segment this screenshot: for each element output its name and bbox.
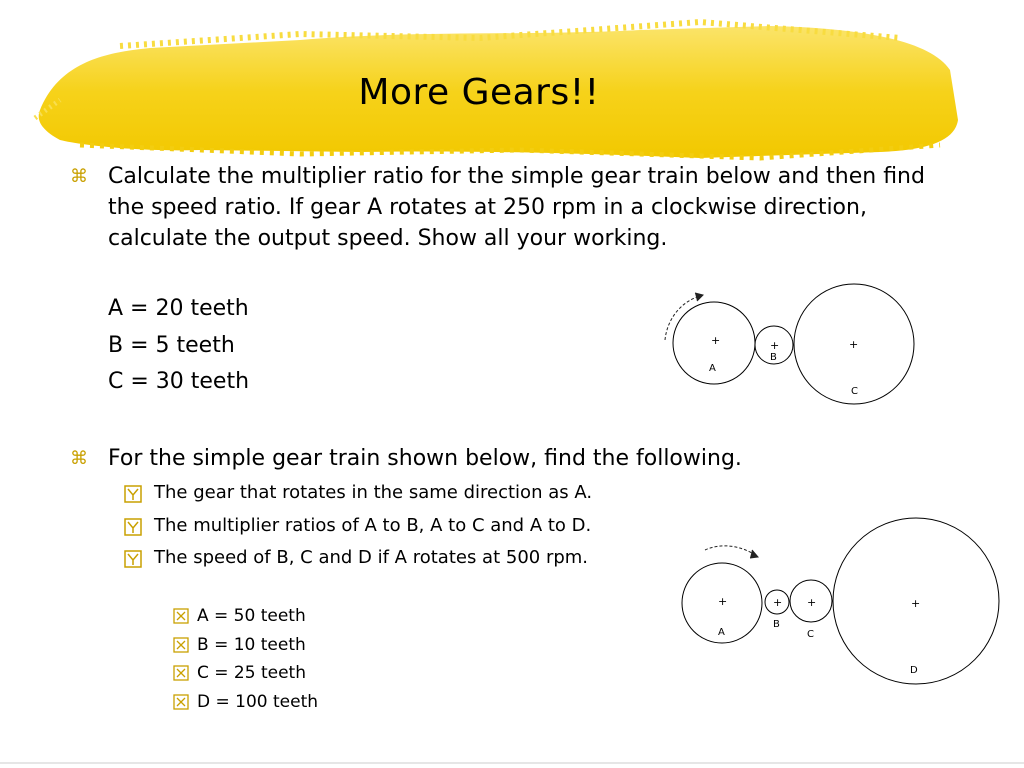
teeth2-c bbox=[173, 663, 306, 683]
teeth2-b-text: B = 10 teeth bbox=[197, 635, 306, 655]
gear2-d-label: D bbox=[910, 665, 918, 676]
gear-diagram-2 bbox=[680, 515, 1002, 687]
gear2-c-center: + bbox=[807, 596, 817, 609]
command-icon: ⌘ bbox=[70, 448, 88, 469]
crossbox-icon bbox=[173, 637, 189, 653]
gear-a-center: + bbox=[711, 334, 721, 347]
checkbox-icon bbox=[124, 550, 142, 568]
bullet-1 bbox=[70, 161, 950, 254]
teeth-c: C = 30 teeth bbox=[108, 369, 250, 394]
crossbox-icon bbox=[173, 608, 189, 624]
teeth2-a-text: A = 50 teeth bbox=[197, 606, 306, 626]
sub-item-3-text: The speed of B, C and D if A rotates at 500 rpm. bbox=[154, 547, 589, 568]
bullet-2 bbox=[70, 443, 742, 474]
teeth2-a bbox=[173, 606, 306, 626]
gear2-a-label: A bbox=[718, 627, 725, 638]
gear-c-center: + bbox=[849, 338, 859, 351]
bullet-1-text: Calculate the multiplier ratio for the simple gear train below and then find the speed ratio. If gear A rotates at 250 rpm in a clockwise direction, calculate the output speed. Show all your working. bbox=[108, 164, 925, 251]
footer-divider bbox=[0, 762, 1024, 764]
sub-item-3 bbox=[124, 547, 588, 568]
teeth2-b bbox=[173, 635, 306, 655]
rotation-arrow-icon bbox=[665, 296, 700, 340]
gear2-b-center: + bbox=[773, 596, 783, 609]
gear-c-label: C bbox=[851, 386, 858, 397]
teeth-b: B = 5 teeth bbox=[108, 333, 235, 358]
gear2-b-label: B bbox=[773, 619, 780, 630]
rotation-arrow-icon bbox=[705, 546, 755, 555]
sub-item-1 bbox=[124, 482, 592, 503]
bullet-2-text: For the simple gear train shown below, find the following. bbox=[108, 446, 742, 471]
gear2-a-center: + bbox=[718, 595, 728, 608]
gear-b-center: + bbox=[770, 339, 780, 352]
crossbox-icon bbox=[173, 665, 189, 681]
slide-title: More Gears!! bbox=[358, 72, 600, 113]
teeth2-d-text: D = 100 teeth bbox=[197, 692, 319, 712]
sub-item-2-text: The multiplier ratios of A to B, A to C and A to D. bbox=[154, 515, 592, 536]
gear2-c-label: C bbox=[807, 629, 814, 640]
teeth-a: A = 20 teeth bbox=[108, 296, 249, 321]
sub-item-2 bbox=[124, 515, 591, 536]
gear-b-label: B bbox=[770, 352, 777, 363]
gear-a-label: A bbox=[709, 363, 716, 374]
command-icon: ⌘ bbox=[70, 166, 88, 187]
checkbox-icon bbox=[124, 485, 142, 503]
gear2-d-center: + bbox=[911, 597, 921, 610]
teeth2-d bbox=[173, 692, 318, 712]
crossbox-icon bbox=[173, 694, 189, 710]
gear-diagram-1 bbox=[655, 280, 920, 410]
checkbox-icon bbox=[124, 518, 142, 536]
teeth2-c-text: C = 25 teeth bbox=[197, 663, 306, 683]
sub-item-1-text: The gear that rotates in the same direction as A. bbox=[154, 482, 593, 503]
